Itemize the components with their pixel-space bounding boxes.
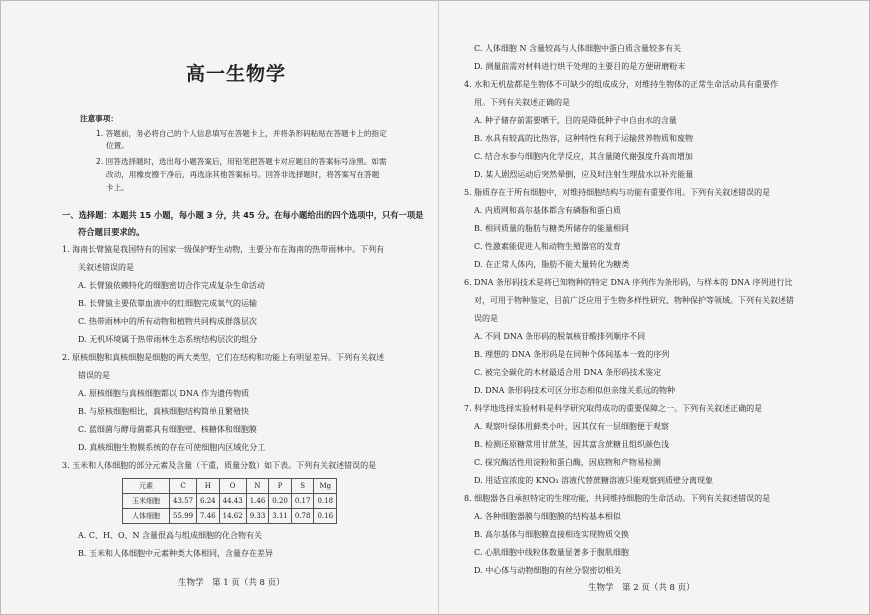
table-cell: 6.24: [197, 494, 220, 509]
element-table: [122, 478, 337, 524]
table-header: Mg: [314, 479, 337, 494]
option-line: B. 水具有较高的比热容，这种特性有利于运输营养物质和废物: [474, 134, 693, 143]
table-cell: 3.11: [269, 509, 292, 524]
option-line: A. 内质网和高尔基体都含有磷脂和蛋白质: [474, 206, 621, 215]
right-page: [440, 0, 870, 615]
section-heading: 一、选择题：本题共 15 小题，每小题 3 分，共 45 分。在每小题给出的四个选项中，只有一项是: [62, 210, 424, 220]
option-line: B. 长臂猿主要依靠血液中的红细胞完成氧气的运输: [78, 299, 257, 308]
option-line: D. 无机环境属于热带雨林生态系统结构层次的组分: [78, 335, 258, 344]
note-line: 位置。: [106, 141, 129, 150]
table-cell: 玉米细胞: [123, 494, 170, 509]
table-cell: 7.46: [197, 509, 220, 524]
note-line: 卡上。: [106, 183, 129, 192]
note-line: 2. 回答选择题时，选出每小题答案后，用铅笔把答题卡对应题目的答案标号涂黑。如需: [96, 157, 387, 166]
option-line: B. 高尔基体与细胞膜直接相连实现物质交换: [474, 530, 629, 539]
table-row: [123, 494, 337, 509]
question-line: 8. 细胞器各自承担特定的生理功能，共同维持细胞的生命活动。下列有关叙述错误的是: [464, 494, 771, 503]
option-line: C. 结合水参与细胞内化学反应，其含量随代谢强度升高而增加: [474, 152, 693, 161]
option-line: C. 性激素能促进人和动物生殖器官的发育: [474, 242, 621, 251]
table-cell: 1.46: [246, 494, 269, 509]
page-title: 高一生物学: [186, 63, 287, 85]
question-line: 用。下列有关叙述正确的是: [474, 98, 570, 107]
note-line: 改动，用橡皮擦干净后，再选涂其他答案标号。回答非选择题时，将答案写在答题: [106, 170, 380, 179]
table-cell: 人体细胞: [123, 509, 170, 524]
option-line: B. 与原核细胞相比，真核细胞结构简单且繁殖快: [78, 407, 249, 416]
option-line: A. C、H、O、N 含量很高与组成细胞的化合物有关: [78, 531, 263, 540]
table-cell: 0.17: [291, 494, 314, 509]
question-line: 6. DNA 条形码技术是将已知物种的特定 DNA 序列作为条形码，与样本的 DNA 序列进行比: [464, 278, 793, 287]
table-header: P: [269, 479, 292, 494]
option-line: A. 观察叶绿体用藓类小叶，因其仅有一层细胞便于观察: [474, 422, 669, 431]
question-line: 3. 玉米和人体细胞的部分元素及含量（干重，质量分数）如下表。下列有关叙述错误的是: [62, 461, 377, 470]
option-line: A. 各种细胞器膜与细胞膜的结构基本相似: [474, 512, 621, 521]
table-header: O: [219, 479, 246, 494]
option-line: C. 被完全碳化的木材最适合用 DNA 条形码技术鉴定: [474, 368, 662, 377]
option-line: A. 不同 DNA 条形码的脱氧核苷酸排列顺序不同: [474, 332, 646, 341]
table-cell: 9.33: [246, 509, 269, 524]
question-line: 1. 海南长臂猿是我国特有的国家一级保护野生动物，主要分布在海南的热带雨林中。下列有: [62, 245, 385, 254]
table-cell: 44.43: [219, 494, 246, 509]
page-footer: 生物学 第 2 页（共 8 页）: [588, 583, 695, 593]
option-line: A. 原核细胞与真核细胞都以 DNA 作为遗传物质: [78, 389, 250, 398]
question-line: 5. 脂质存在于所有细胞中，对维持细胞结构与功能有重要作用。下列有关叙述错误的是: [464, 188, 771, 197]
option-line: D. 真核细胞生物膜系统的存在可使细胞内区域化分工: [78, 443, 266, 452]
table-cell: 0.16: [314, 509, 337, 524]
option-line: C. 人体细胞 N 含量较高与人体细胞中蛋白质含量较多有关: [474, 44, 682, 53]
question-line: 错误的是: [78, 371, 110, 380]
option-line: C. 蓝细菌与酵母菌都具有细胞壁、核糖体和细胞膜: [78, 425, 257, 434]
question-line: 2. 原核细胞和真核细胞是细胞的两大类型，它们在结构和功能上有明显差异。下列有关叙述: [62, 353, 385, 362]
question-line: 7. 科学地选择实验材料是科学研究取得成功的重要保障之一。下列有关叙述正确的是: [464, 404, 763, 413]
option-line: D. 中心体与动物细胞的有丝分裂密切相关: [474, 566, 622, 575]
option-line: B. 玉米和人体细胞中元素种类大体相同，含量存在差异: [78, 549, 273, 558]
option-line: A. 种子储存前需要晒干，目的是降低种子中自由水的含量: [474, 116, 677, 125]
option-line: B. 理想的 DNA 条形码是在同种个体间基本一致的序列: [474, 350, 670, 359]
option-line: D. 在正常人体内，脂肪不能大量转化为糖类: [474, 260, 630, 269]
option-line: A. 长臂猿依赖特化的细胞密切合作完成复杂生命活动: [78, 281, 265, 290]
table-header: N: [246, 479, 269, 494]
question-line: 关叙述错误的是: [78, 263, 134, 272]
option-line: D. 测量前需对材料进行烘干处理的主要目的是方便研磨粉末: [474, 62, 686, 71]
table-cell: 43.57: [170, 494, 197, 509]
option-line: C. 探究酶活性用淀粉和蛋白酶，因底物和产物易检测: [474, 458, 661, 467]
table-row: [123, 509, 337, 524]
question-line: 对，可用于物种鉴定，目前广泛应用于生物多样性研究、物种保护等领域。下列有关叙述错: [474, 296, 794, 305]
table-header: S: [291, 479, 314, 494]
option-line: B. 相同质量的脂肪与糖类所储存的能量相同: [474, 224, 629, 233]
section-heading-cont: 符合题目要求的。: [78, 227, 145, 237]
note-line: 1. 答题前，务必将自己的个人信息填写在答题卡上，并将条形码粘贴在答题卡上的指定: [96, 129, 387, 138]
page-footer: 生物学 第 1 页（共 8 页）: [178, 578, 285, 588]
notes-heading: 注意事项：: [80, 114, 118, 123]
table-cell: 55.99: [170, 509, 197, 524]
table-cell: 14.62: [219, 509, 246, 524]
table-cell: 0.20: [269, 494, 292, 509]
option-line: D. 某人剧烈运动后突然晕倒，应及时注射生理盐水以补充能量: [474, 170, 694, 179]
table-cell: 0.18: [314, 494, 337, 509]
table-header: 元素: [123, 479, 170, 494]
option-line: B. 检测还原糖常用甘蔗茎，因其富含蔗糖且组织颜色浅: [474, 440, 669, 449]
question-line: 误的是: [474, 314, 498, 323]
question-line: 4. 水和无机盐都是生物体不可缺少的组成成分，对维持生物体的正常生命活动具有重要作: [464, 80, 779, 89]
option-line: C. 心肌细胞中线粒体数量显著多于腹肌细胞: [474, 548, 629, 557]
option-line: D. DNA 条形码技术可区分形态相似但亲缘关系远的物种: [474, 386, 675, 395]
table-header-row: [123, 479, 337, 494]
option-line: C. 热带雨林中的所有动物和植物共同构成群落层次: [78, 317, 257, 326]
option-line: D. 用适宜浓度的 KNO₃ 溶液代替蔗糖溶液只能观察到质壁分离现象: [474, 476, 714, 485]
table-header: H: [197, 479, 220, 494]
table-header: C: [170, 479, 197, 494]
table-cell: 0.78: [291, 509, 314, 524]
